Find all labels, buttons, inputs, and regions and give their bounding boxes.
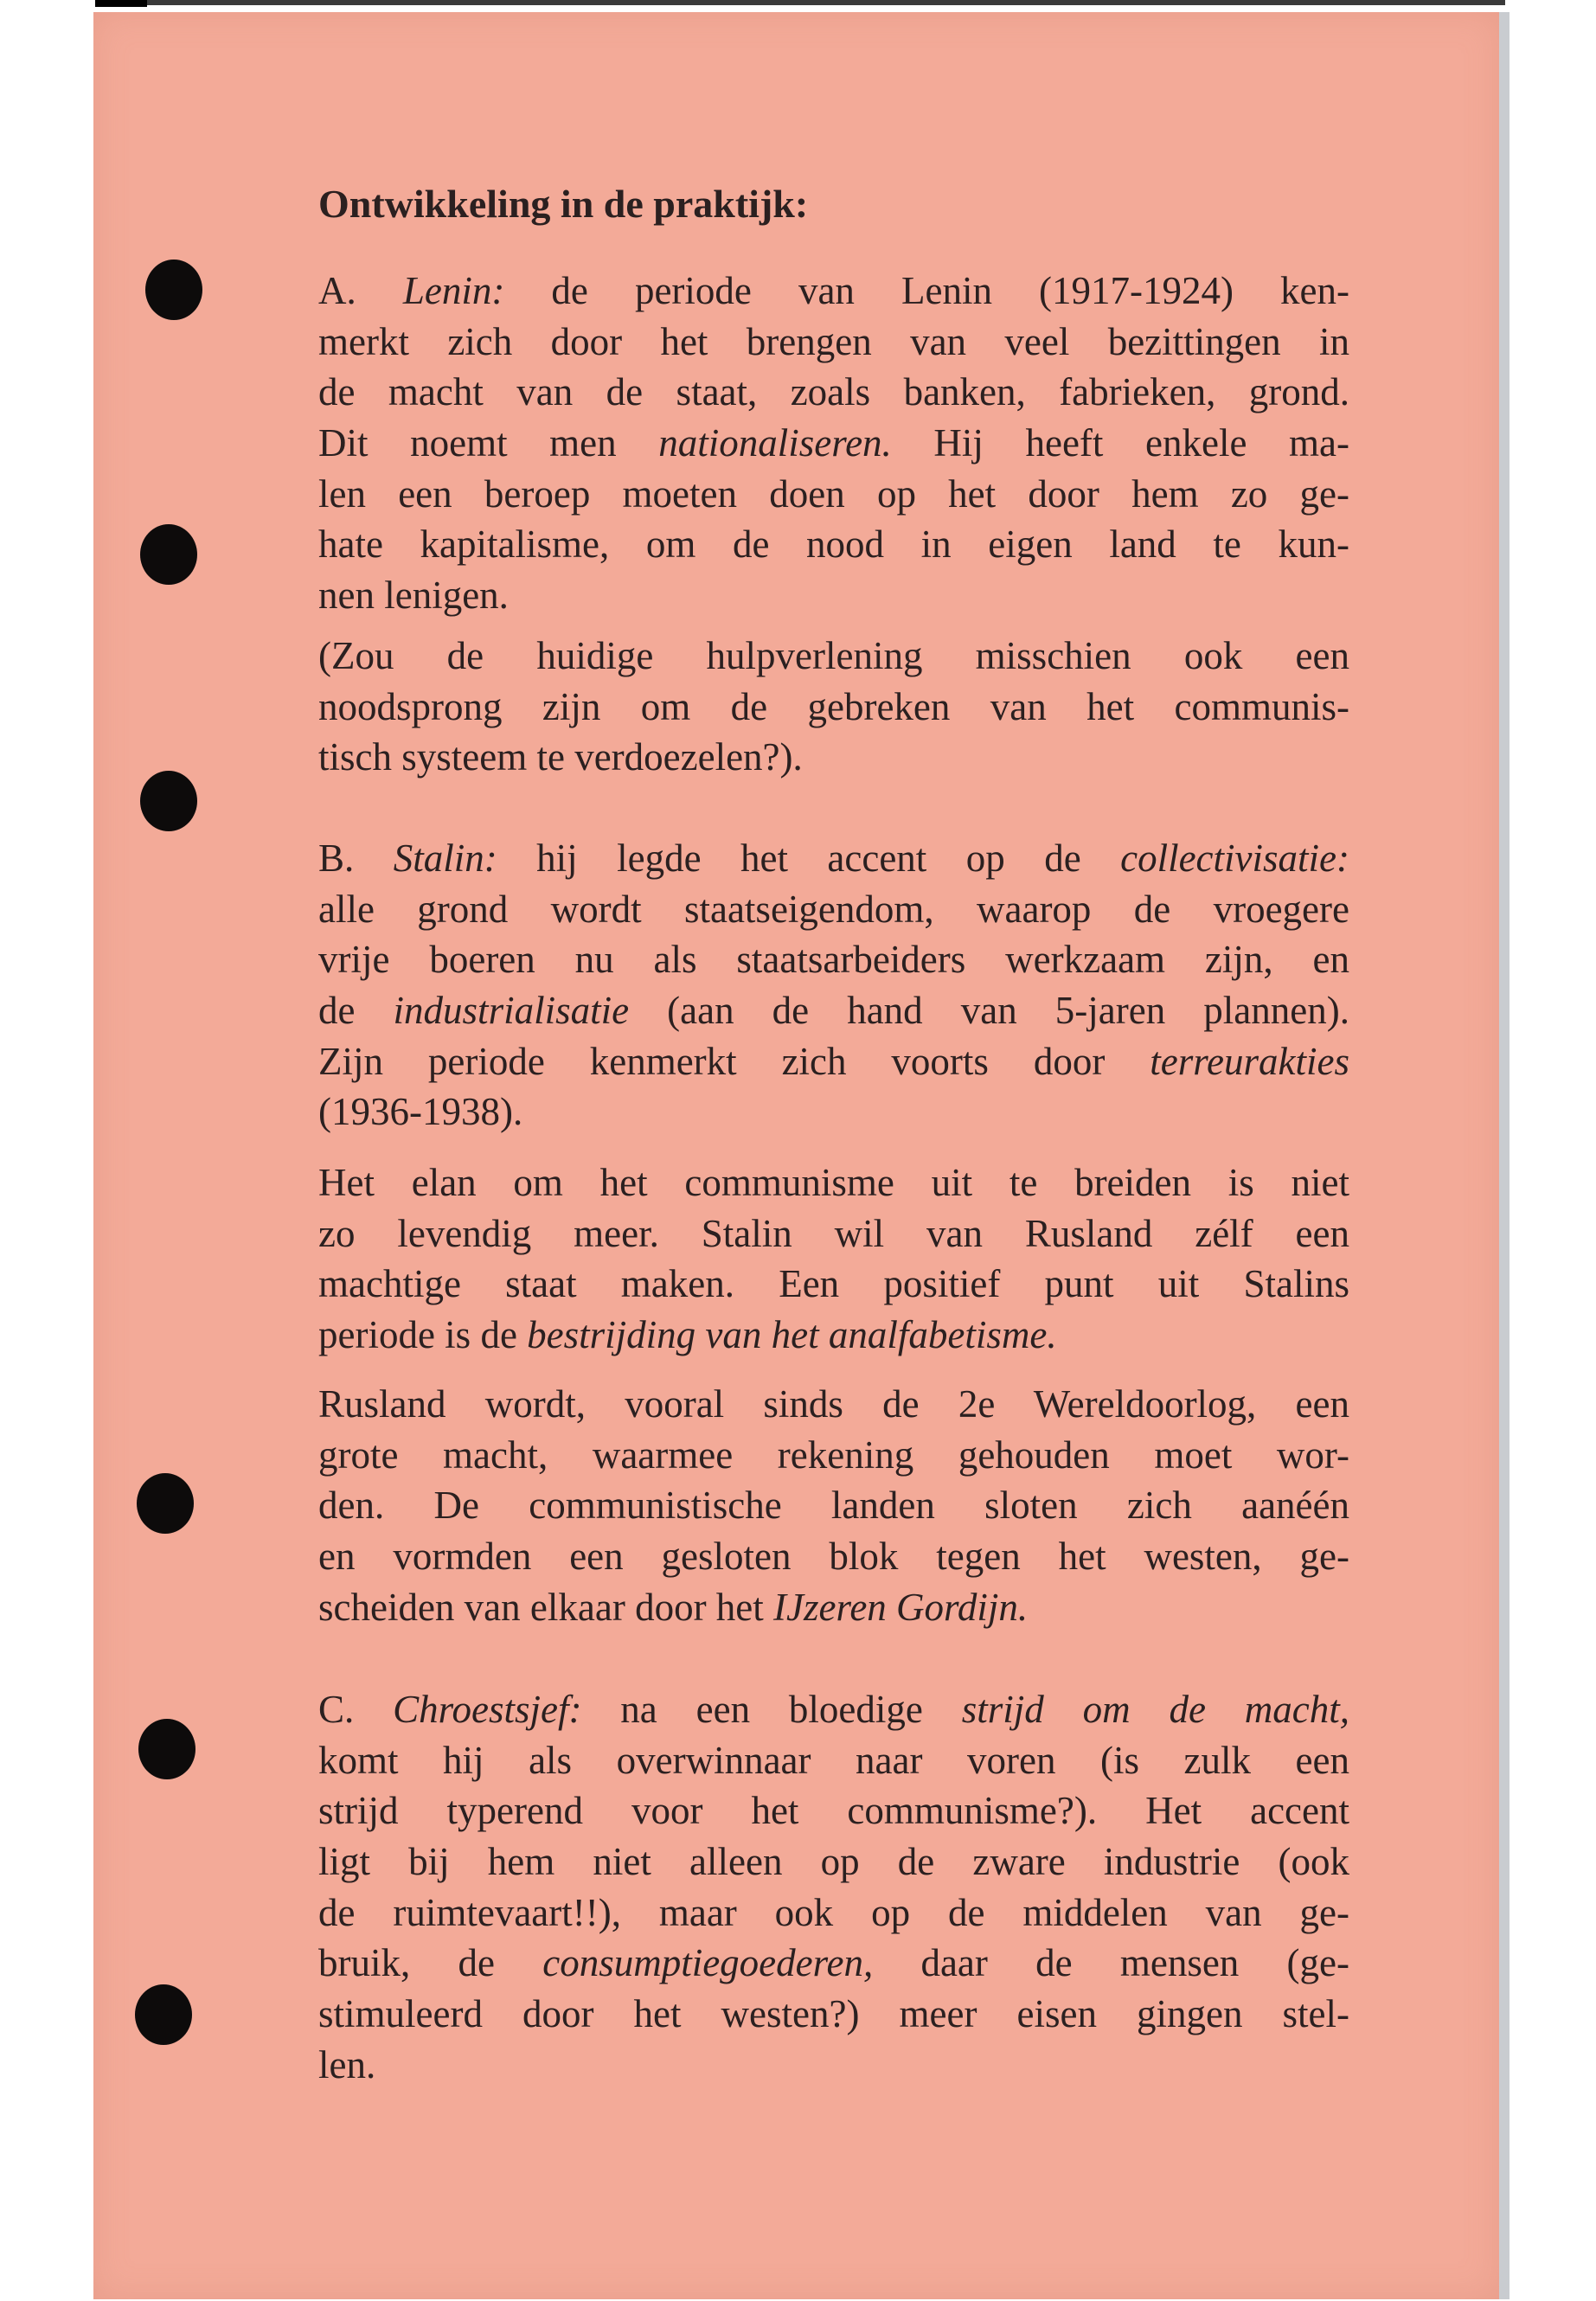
text-segment: strijd typerend voor het communisme?). Het accent [318,1789,1349,1833]
emphasized-term: consumptiegoederen, [542,1941,874,1985]
top-border-line [95,0,1505,5]
text-segment: vrije boeren nu als staatsarbeiders werkzaam zijn, en [318,938,1349,982]
text-segment: C. [318,1688,394,1731]
paragraph-elan [318,1157,1349,1361]
text-segment: grote macht, waarmee rekening gehouden moet wor- [318,1433,1349,1477]
text-line [318,1989,1349,2040]
text-segment: hate kapitalisme, om de nood in eigen land te kun- [318,522,1349,567]
text-segment: komt hij als overwinnaar naar voren (is zulk een [318,1738,1349,1782]
text-line [318,1379,1349,1430]
text-segment: zo levendig meer. Stalin wil van Rusland zélf een [318,1211,1349,1255]
text-segment: Rusland wordt, vooral sinds de 2e Wereldoorlog, een [318,1382,1349,1426]
text-line [318,1259,1349,1310]
text-line [318,519,1349,570]
text-line [318,469,1349,520]
text-line [318,1684,1349,1735]
text-segment: nen lenigen. [318,574,509,618]
paragraph-chroestsjef [318,1684,1349,2091]
emphasized-term: terreurakties [1150,1039,1349,1083]
punch-hole [140,771,197,831]
text-segment: de macht van de staat, zoals banken, fabrieken, grond. [318,370,1349,414]
page-edge [1499,12,1509,2299]
page-heading: Ontwikkeling in de praktijk: [318,182,809,226]
paragraph-lenin [318,266,1349,621]
text-segment: Het elan om het communisme uit te breiden is niet [318,1161,1349,1204]
text-line [318,418,1349,469]
text-segment: len een beroep moeten doen op het door hem zo ge- [318,471,1349,516]
text-line [318,1310,1349,1361]
top-corner-mark [95,0,147,7]
text-line [318,682,1349,733]
text-line [318,1157,1349,1208]
punch-hole [135,1984,192,2045]
emphasized-term: industrialisatie [393,989,630,1033]
text-segment: en vormden een gesloten blok tegen het westen, ge- [318,1535,1349,1579]
text-line [318,266,1349,317]
text-segment: periode is de [318,1313,528,1357]
text-segment: (1936-1938). [318,1090,523,1134]
text-segment: machtige staat maken. Een positief punt uit Stalins [318,1262,1349,1306]
text-line [318,833,1349,884]
emphasized-term: bestrijding van het analfabetisme. [527,1313,1057,1357]
text-segment: noodsprong zijn om de gebreken van het communis- [318,684,1349,728]
text-line [318,1836,1349,1888]
text-line [318,1938,1349,1989]
text-segment: stimuleerd door het westen?) meer eisen gingen stel- [318,1992,1349,2036]
text-line [318,985,1349,1036]
text-line [318,317,1349,368]
text-line [318,1735,1349,1786]
emphasized-term: Lenin: [402,269,505,312]
paragraph-stalin [318,833,1349,1138]
text-line [318,367,1349,418]
text-segment: de [318,989,394,1033]
text-line [318,631,1349,682]
text-line [318,1582,1349,1633]
paragraph-hulpverlening [318,631,1349,783]
text-line [318,2040,1349,2091]
text-segment: alle grond wordt staatseigendom, waarop de vroegere [318,887,1349,931]
text-line [318,570,1349,621]
punch-hole [137,1473,194,1534]
text-segment: (Zou de huidige hulpverlening misschien ook een [318,634,1349,677]
text-line [318,934,1349,985]
text-segment: ligt bij hem niet alleen op de zware industrie (ook [318,1840,1349,1884]
text-segment: Dit noemt men [318,421,659,465]
text-segment: Zijn periode kenmerkt zich voorts door [318,1039,1151,1083]
text-line [318,1480,1349,1531]
emphasized-term: IJzeren Gordijn. [773,1585,1029,1629]
text-segment: (aan de hand van 5-jaren plannen). [629,989,1349,1033]
punch-hole [145,260,202,320]
text-segment: Hij heeft enkele ma- [891,421,1349,465]
punch-hole [140,524,197,585]
emphasized-term: strijd om de macht, [961,1688,1350,1731]
text-segment: merkt zich door het brengen van veel bezittingen in [318,319,1349,363]
text-segment: daar de mensen (ge- [873,1941,1350,1985]
text-segment: den. De communistische landen sloten zich aanéén [318,1484,1349,1528]
text-segment: scheiden van elkaar door het [318,1585,774,1629]
text-line [318,1430,1349,1481]
text-line [318,1531,1349,1582]
text-line [318,1036,1349,1087]
text-segment: de periode van Lenin (1917-1924) ken- [504,269,1350,312]
emphasized-term: collectivisatie: [1120,836,1349,880]
text-segment: len. [318,2042,376,2086]
text-segment: hij legde het accent op de [497,836,1121,880]
text-line [318,1086,1349,1138]
text-segment: tisch systeem te verdoezelen?). [318,735,803,779]
text-segment: A. [318,269,403,312]
text-line [318,884,1349,935]
emphasized-term: Chroestsjef: [393,1688,582,1731]
text-segment: B. [318,836,394,880]
emphasized-term: Stalin: [393,836,497,880]
paragraph-rusland [318,1379,1349,1632]
text-segment: na een bloedige [581,1688,962,1731]
punch-hole [138,1719,195,1779]
text-line [318,732,1349,783]
text-line [318,1888,1349,1939]
text-segment: bruik, de [318,1941,543,1985]
text-line [318,1208,1349,1259]
emphasized-term: nationaliseren. [658,421,892,465]
text-segment: de ruimtevaart!!), maar ook op de middelen van ge- [318,1890,1349,1934]
text-line [318,1785,1349,1836]
